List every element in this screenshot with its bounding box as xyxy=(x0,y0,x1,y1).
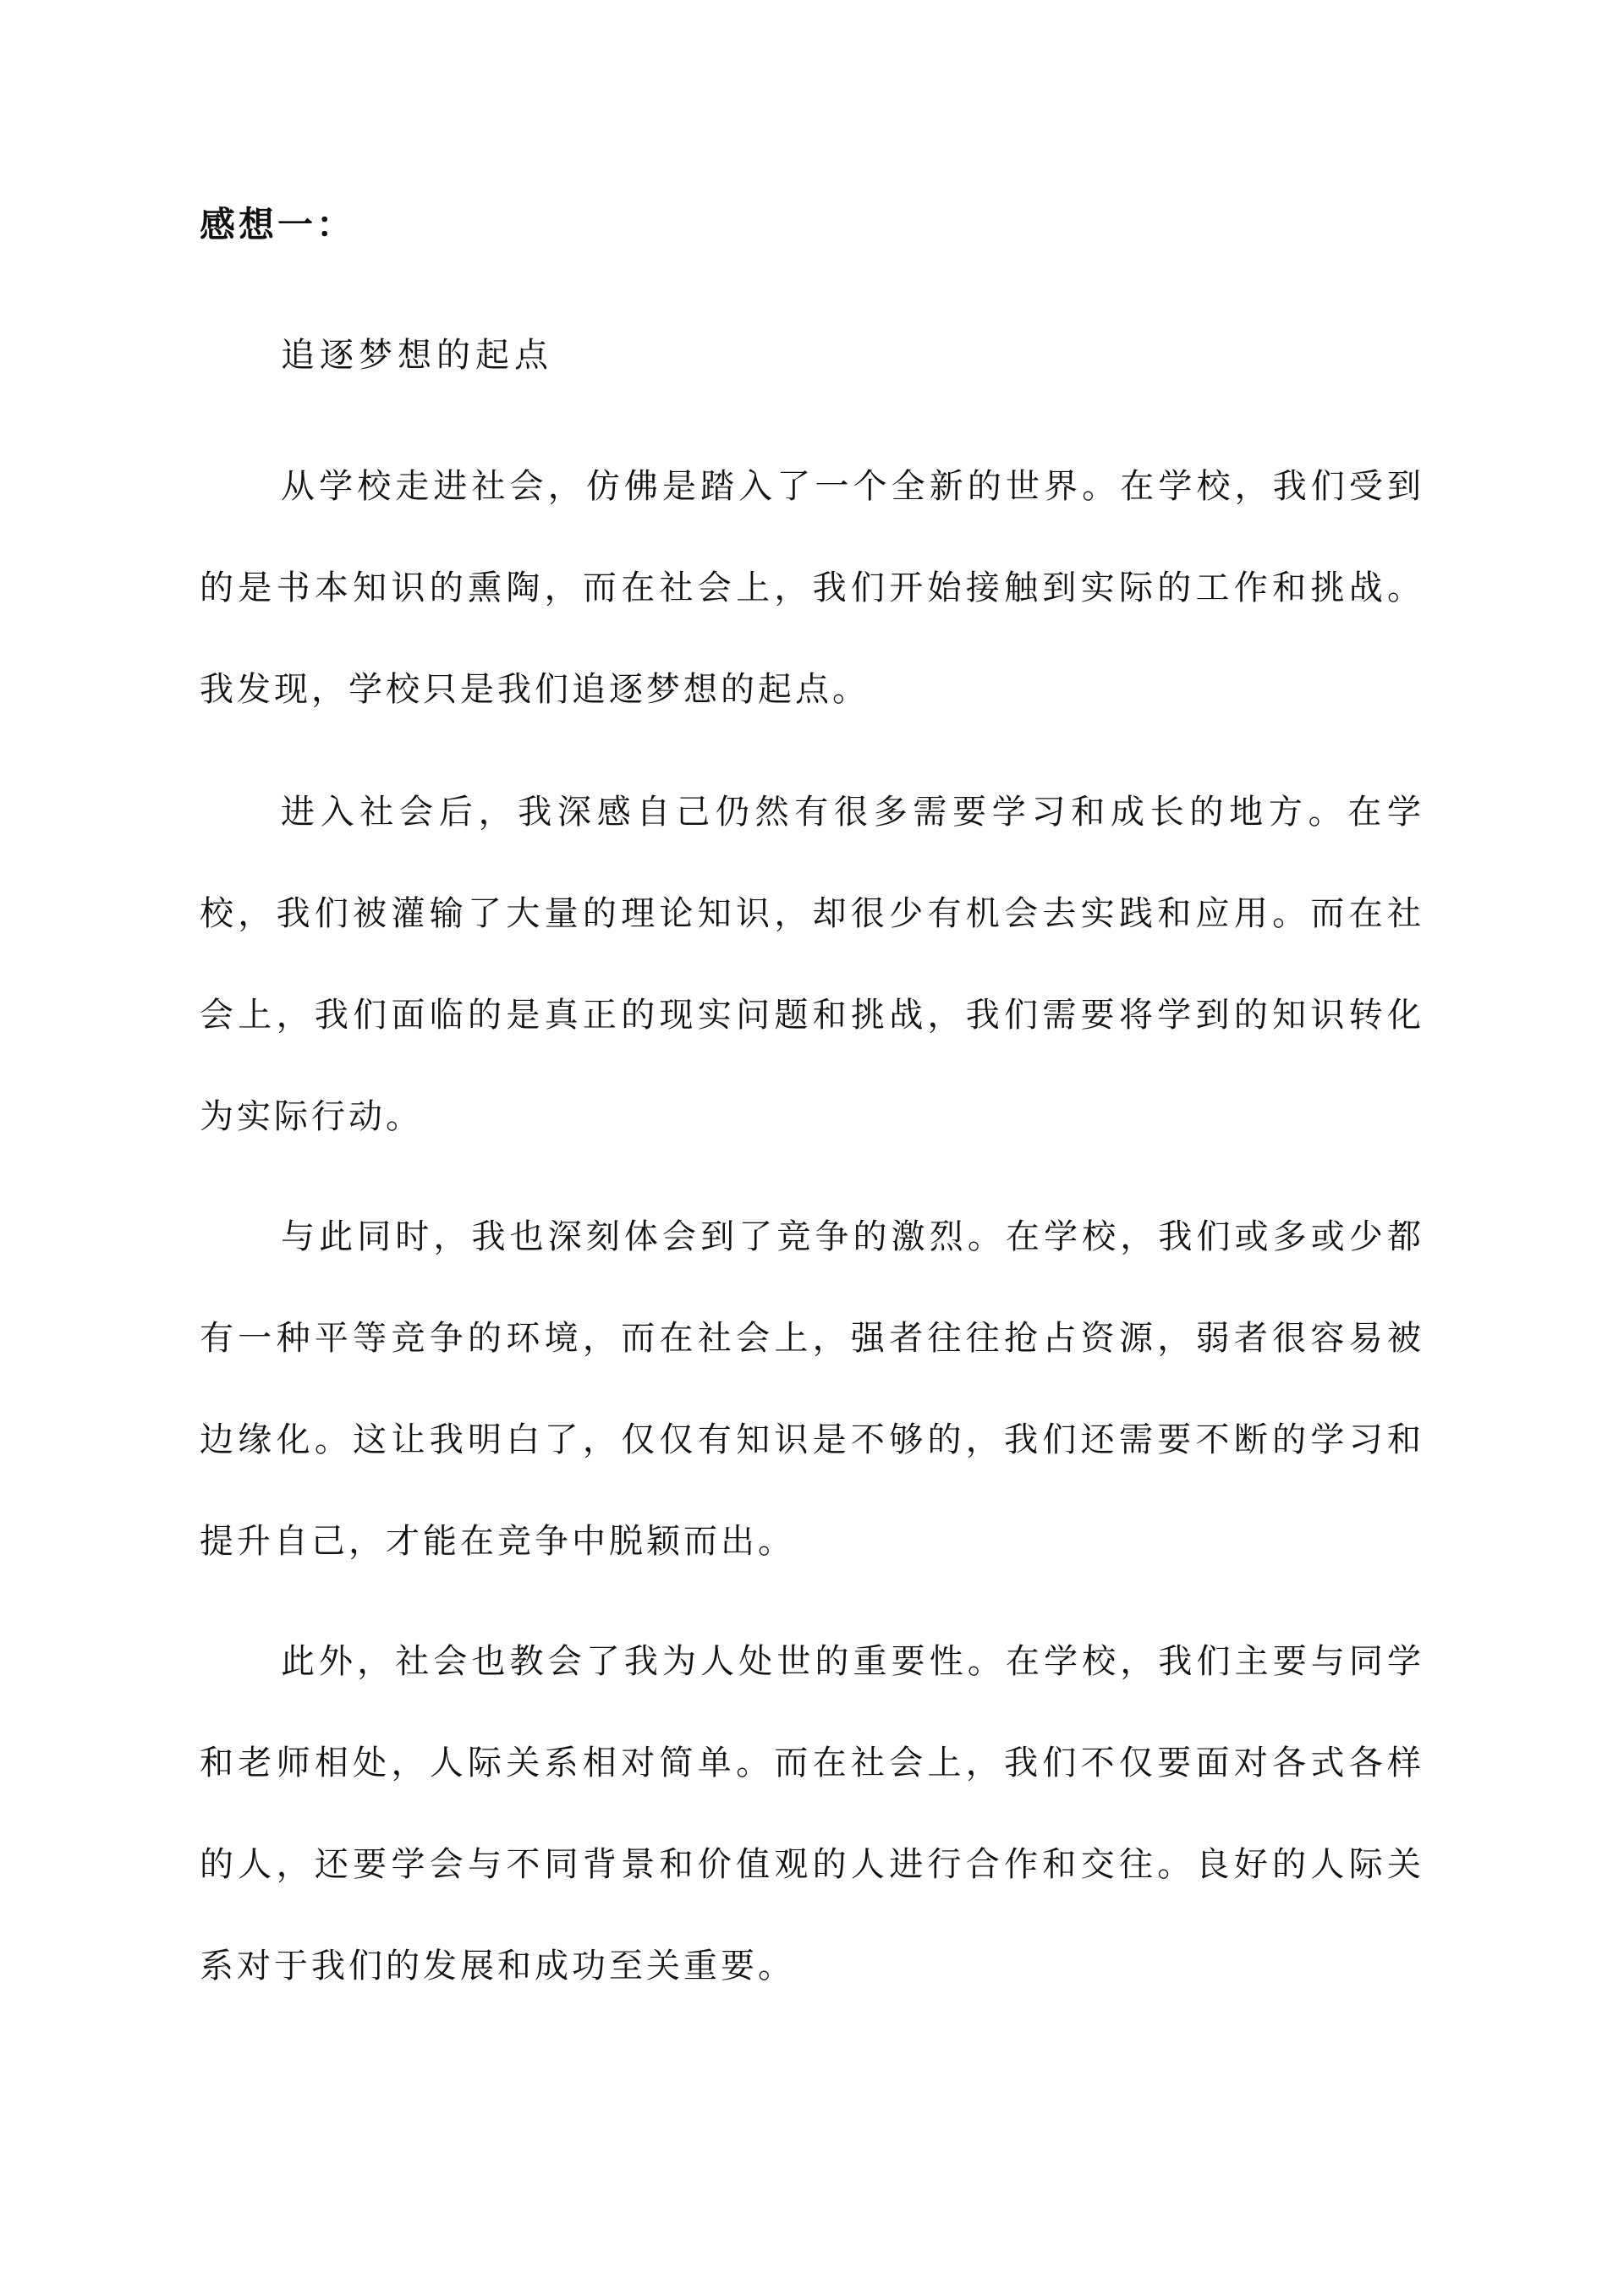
paragraph-2: 进入社会后，我深感自己仍然有很多需要学习和成长的地方。在学校，我们被灌输了大量的理论知识，却很少有机会去实践和应用。而在社会上，我们面临的是真正的现实问题和挑战，我们需要将学到的知识转化为实际行动。 xyxy=(200,793,1424,1136)
paragraph-3: 与此同时，我也深刻体会到了竞争的激烈。在学校，我们或多或少都有一种平等竞争的环境，而在社会上，强者往往抢占资源，弱者很容易被边缘化。这让我明白了，仅仅有知识是不够的，我们还需要不断的学习和提升自己，才能在竞争中脱颖而出。 xyxy=(200,1217,1424,1561)
section-heading: 感想一： xyxy=(200,204,356,245)
paragraph-1: 从学校走进社会，仿佛是踏入了一个全新的世界。在学校，我们受到的是书本知识的熏陶，而在社会上，我们开始接触到实际的工作和挑战。我发现，学校只是我们追逐梦想的起点。 xyxy=(200,467,1424,709)
document-page xyxy=(200,0,1424,2296)
essay-title: 追逐梦想的起点 xyxy=(281,336,553,375)
paragraph-4: 此外，社会也教会了我为人处世的重要性。在学校，我们主要与同学和老师相处，人际关系相对简单。而在社会上，我们不仅要面对各式各样的人，还要学会与不同背景和价值观的人进行合作和交往。良好的人际关系对于我们的发展和成功至关重要。 xyxy=(200,1642,1424,1986)
